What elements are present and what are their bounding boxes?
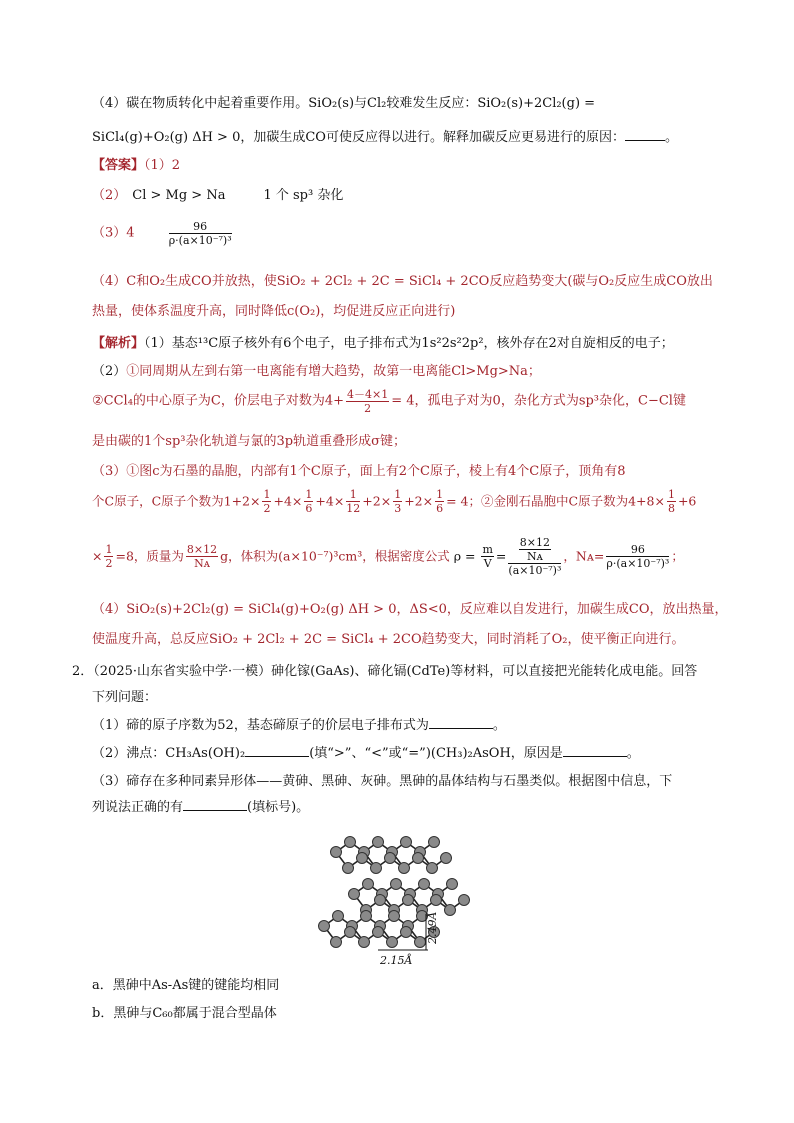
analysis-line-1: 【解析】（1）基态¹³C原子核外有6个电子，电子排布式为1s²2s²2p²，核外存在2对自旋相反的电子； (92, 336, 674, 351)
arsenic-atom (419, 879, 430, 890)
answer-blank[interactable] (183, 798, 247, 811)
arsenic-atom (319, 921, 330, 932)
answer-blank[interactable] (429, 716, 493, 729)
arsenic-atom (415, 937, 426, 948)
question-4-line1: （4）碳在物质转化中起着重要作用。SiO₂(s)与Cl₂较难发生反应：SiO₂(s)+2Cl₂(g) = (92, 96, 596, 111)
analysis-line-4b: 使温度升高，总反应SiO₂ + 2Cl₂ + 2C = SiCl₄ + 2CO趋势变大，同时消耗了O₂，使平衡正向进行。 (92, 632, 685, 647)
arsenic-atom (357, 853, 368, 864)
analysis-label: 【解析】 (92, 336, 145, 351)
arsenic-atom (375, 895, 386, 906)
answer-blank[interactable] (245, 744, 309, 757)
arsenic-atom (441, 853, 452, 864)
answer-line-2: （2） Cl > Mg > Na 1 个 sp³ 杂化 (92, 188, 344, 203)
arsenic-atom (373, 927, 384, 938)
arsenic-atom (331, 937, 342, 948)
answer-line-4b: 热量，使体系温度升高，同时降低c(O₂)，均促进反应正向进行) (92, 304, 456, 319)
fraction: $\frac{m}{V}$ (482, 543, 493, 570)
answer-line-1: 【答案】（1）2 (92, 158, 181, 173)
arsenic-atom (399, 863, 410, 874)
analysis-line-3a: （3）①图c为石墨的晶胞，内部有1个C原子，面上有2个C原子，棱上有4个C原子，顶角有8 (92, 464, 626, 479)
question-4-line2: SiCl₄(g)+O₂(g) ΔH > 0，加碳生成CO可使反应得以进行。解释加碳反应更易进行的原因： 。 (92, 130, 678, 145)
arsenic-atom (333, 911, 344, 922)
answer-line-3: （3）4 $\frac{96}{\text{ρ·(a×10⁻⁷)³}}$ (92, 220, 232, 247)
fraction: $\frac{1}{2}$ (105, 543, 113, 570)
answer-label: 【答案】 (92, 158, 145, 173)
answer-blank[interactable] (625, 128, 665, 141)
question-2-part1: （1）碲的原子序数为52，基态碲原子的价层电子排布式为 。 (92, 718, 506, 733)
arsenic-atom (445, 905, 456, 916)
arsenic-atom (331, 847, 342, 858)
arsenic-atom (403, 895, 414, 906)
bond-length-label: 2.49Å (426, 911, 439, 944)
arsenic-atom (391, 879, 402, 890)
arsenic-atom (343, 863, 354, 874)
option-a[interactable]: a．黑砷中As-As键的键能均相同 (92, 978, 280, 993)
analysis-line-3c: × $\frac{1}{2}$ =8，质量为 $\frac{8\times 12}{\text{Nᴀ}}$ g，体积为(a×10⁻⁷)³cm³，根据密度公式 ρ = $\frac{m}{V}$ = $\frac{\frac{8\times 12}{\text{Nᴀ}}}{\text{(a×10⁻⁷)³}}$ ，Nᴀ= $\frac{96}{\text{ρ·(a×10⁻⁷)³}}$ ； (92, 536, 684, 577)
arsenic-atom (361, 911, 372, 922)
arsenic-atom (373, 837, 384, 848)
analysis-line-2a: （2）①同周期从左到右第一电离能有增大趋势，故第一电离能Cl>Mg>Na； (92, 364, 541, 379)
question-2-part3b: 列说法正确的有 (填标号)。 (92, 800, 310, 815)
question-2-part3a: （3）碲存在多种同素异形体——黄砷、黑砷、灰砷。黑砷的晶体结构与石墨类似。根据图中信息，下 (92, 774, 673, 789)
bond-length-label: 2.15Å (380, 954, 413, 967)
arsenic-atom (429, 837, 440, 848)
arsenic-atom (447, 879, 458, 890)
question-2-head: 2．（2025·山东省实验中学·一模）砷化镓(GaAs)、碲化镉(CdTe)等材料，可以直接把光能转化成电能。回答 (72, 664, 698, 679)
analysis-line-2b: ②CCl₄的中心原子为C，价层电子对数为4+ $\frac{4-4\times 1}{2}$ = 4，孤电子对为0，杂化方式为sp³杂化，C−Cl键 (92, 388, 686, 415)
arsenic-atom (427, 863, 438, 874)
na-fraction: $\frac{96}{\text{ρ·(a×10⁻⁷)³}}$ (606, 543, 670, 570)
fraction: $\frac{1}{3}$ (394, 488, 402, 515)
fraction: $\frac{4-4\times 1}{2}$ (347, 388, 389, 415)
question-2-part2: （2）沸点：CH₃As(OH)₂ (填“>”、“<”或“=”)(CH₃)₂AsOH，原因是 。 (92, 746, 640, 761)
fraction: $\frac{1}{2}$ (263, 488, 271, 515)
arsenic-atom (389, 911, 400, 922)
fraction: $\frac{1}{12}$ (346, 488, 361, 515)
analysis-line-2c: 是由碳的1个sp³杂化轨道与氯的3p轨道重叠形成σ键； (92, 434, 406, 449)
analysis-line-3b: 个C原子，C原子个数为1+2× $\frac{1}{2}$ +4× $\frac{1}{6}$ +4× $\frac{1}{12}$ +2× $\frac{1}{3}$ +2× $\frac{1}{6}$ = 4；②金刚石晶胞中C原子数为4+8× $\frac{1}{8}$ +6 (92, 488, 697, 515)
question-2-head2: 下列问题： (92, 690, 158, 705)
arsenic-atom (345, 837, 356, 848)
black-arsenic-structure-figure (318, 822, 504, 972)
density-fraction: $\frac{\frac{8\times 12}{\text{Nᴀ}}}{\text{(a×10⁻⁷)³}}$ (508, 536, 562, 577)
answer-blank[interactable] (563, 744, 627, 757)
answer-3-fraction: $\frac{96}{\text{ρ·(a×10⁻⁷)³}}$ (168, 220, 232, 247)
arsenic-atom (349, 889, 360, 900)
arsenic-atom (359, 937, 370, 948)
arsenic-atom (413, 853, 424, 864)
answer-line-4a: （4）C和O₂生成CO并放热，使SiO₂ + 2Cl₂ + 2C = SiCl₄ + 2CO反应趋势变大(碳与O₂反应生成CO放出 (92, 274, 713, 289)
fraction: $\frac{1}{6}$ (436, 488, 444, 515)
arsenic-atom (363, 879, 374, 890)
arsenic-atom (385, 853, 396, 864)
arsenic-atom (459, 895, 470, 906)
mass-fraction: $\frac{8\times 12}{\text{Nᴀ}}$ (186, 543, 218, 570)
arsenic-atom (401, 837, 412, 848)
arsenic-atom (401, 927, 412, 938)
arsenic-atom (345, 927, 356, 938)
fraction: $\frac{1}{6}$ (305, 488, 313, 515)
analysis-line-4a: （4）SiO₂(s)+2Cl₂(g) = SiCl₄(g)+O₂(g) ΔH > 0，ΔS<0，反应难以自发进行，加碳生成CO，放出热量， (92, 602, 728, 617)
arsenic-atom (431, 895, 442, 906)
fraction: $\frac{1}{8}$ (667, 488, 675, 515)
option-b[interactable]: b．黑砷与C₆₀都属于混合型晶体 (92, 1006, 277, 1021)
arsenic-atom (387, 937, 398, 948)
arsenic-atom (371, 863, 382, 874)
